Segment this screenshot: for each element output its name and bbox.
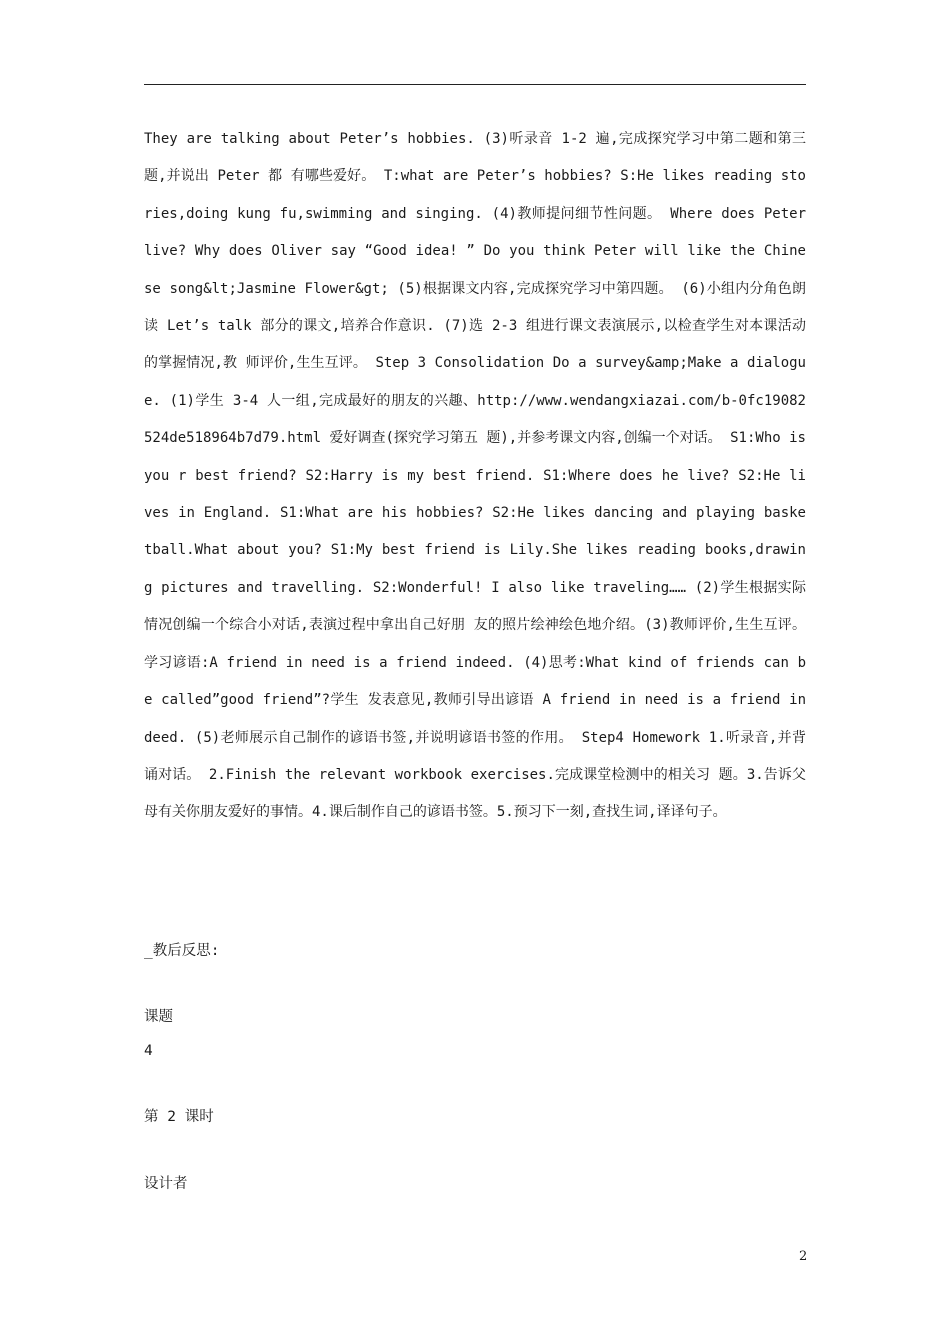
lesson-label: 第 2 课时 (144, 1109, 214, 1125)
reflection-label: _教后反思: (144, 943, 220, 959)
designer-label: 设计者 (144, 1176, 188, 1192)
lesson-body-text: They are talking about Peter’s hobbies. (3)听录音 1-2 遍,完成探究学习中第二题和第三题,并说出 Peter 都 有哪些爱好。 T:what are Peter’s hobbies? S:He likes reading stories,doing kung fu,swimming and singing. (4)教师提问细节性问题。 Where does Peter live? Why does Oliver say “Good idea! ” Do you think Peter will like the Chinese song&lt;Jasmine Flower&gt; (5)根据课文内容,完成探究学习中第四题。 (6)小组内分角色朗读 Let’s talk 部分的课文,培养合作意识. (7)选 2-3 组进行课文表演展示,以检查学生对本课活动的掌握情况,教 师评价,生生互评。 Step 3 Consolidation Do a survey&amp;Make a dialogue. (1)学生 3-4 人一组,完成最好的朋友的兴趣、http://www.wendangxiazai.com/b-0fc19082524de518964b7d79.html 爱好调查(探究学习第五 题),并参考课文内容,创编一个对话。 S1:Who is you r best friend? S2:Harry is my best friend. S1:Where does he live? S2:He lives in England. S1:What are his hobbies? S2:He likes dancing and playing basketball.What about you? S1:My best friend is Lily.She likes reading books,drawing pictures and travelling. S2:Wonderful! I also like traveling…… (2)学生根据实际情况创编一个综合小对话,表演过程中拿出自己好朋 友的照片绘神绘色地介绍。(3)教师评价,生生互评。学习谚语:A friend in need is a friend indeed. (4)思考:What kind of friends can be called”good friend”?学生 发表意见,教师引导出谚语 A friend in need is a friend indeed. (5)老师展示自己制作的谚语书签,并说明谚语书签的作用。 Step4 Homework 1.听录音,并背诵对话。 2.Finish the relevant workbook exercises.完成课堂检测中的相关习 题。3.告诉父母有关你朋友爱好的事情。4.课后制作自己的谚语书签。5.预习下一刻,查找生词,译译句子。 (144, 131, 806, 821)
header-rule (144, 84, 806, 85)
topic-label: 课题 (144, 1009, 173, 1025)
page-number: 2 (799, 1249, 808, 1264)
topic-value: 4 (144, 1043, 153, 1059)
